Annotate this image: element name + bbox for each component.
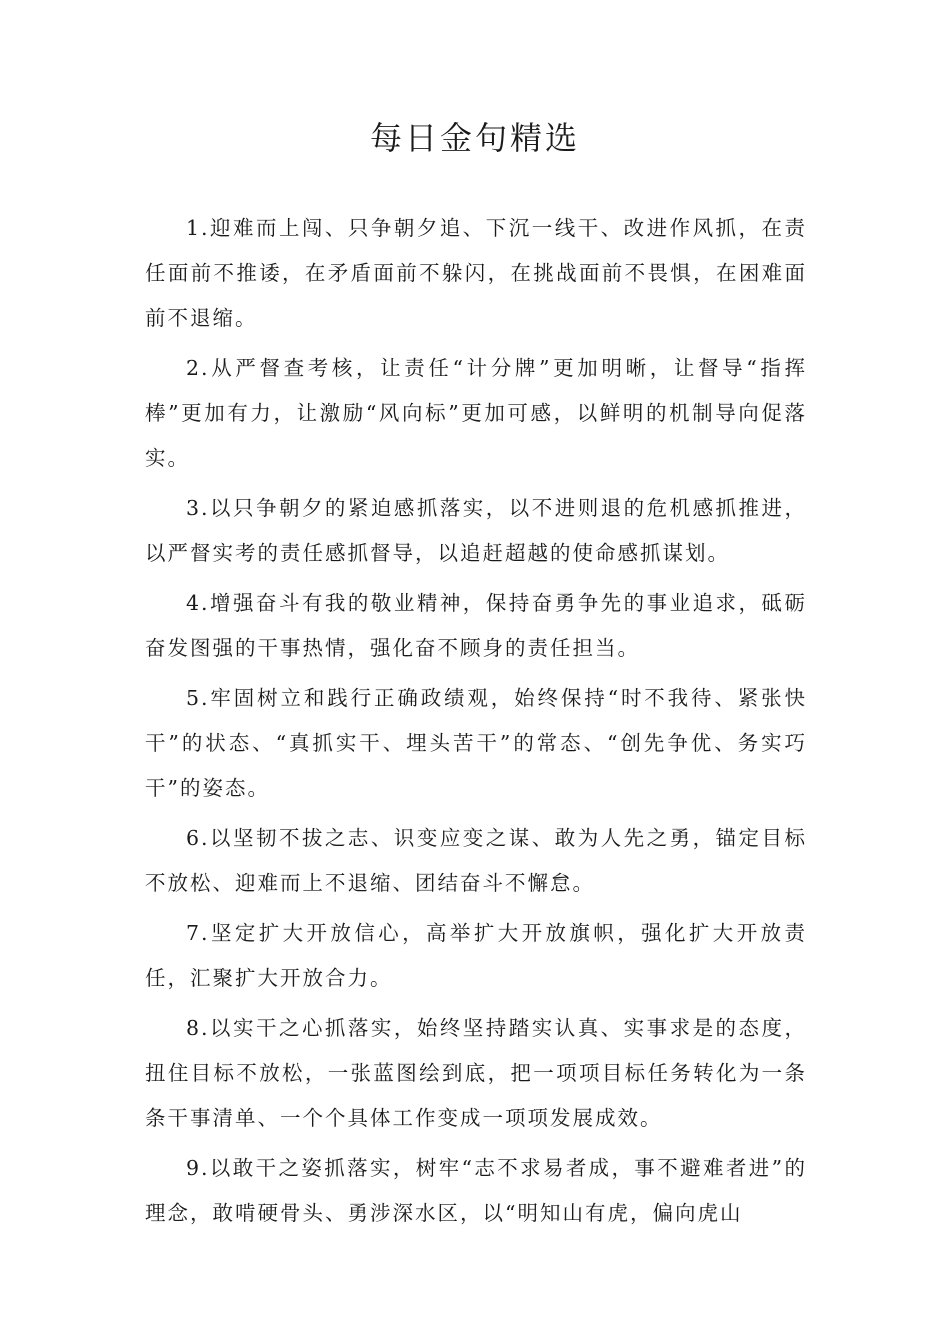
paragraph-7: 7.坚定扩大开放信心，高举扩大开放旗帜，强化扩大开放责任，汇聚扩大开放合力。 xyxy=(145,921,807,990)
paragraph-3: 3.以只争朝夕的紧迫感抓落实，以不进则退的危机感抓推进，以严督实考的责任感抓督导，以追赶超越的使命感抓谋划。 xyxy=(145,496,807,565)
paragraph-8: 8.以实干之心抓落实，始终坚持踏实认真、实事求是的态度，扭住目标不放松，一张蓝图绘到底，把一项项目标任务转化为一条条干事清单、一个个具体工作变成一项项发展成效。 xyxy=(145,1016,807,1130)
paragraph-1: 1.迎难而上闯、只争朝夕追、下沉一线干、改进作风抓，在责任面前不推诿，在矛盾面前不躲闪，在挑战面前不畏惧，在困难面前不退缩。 xyxy=(145,216,807,330)
document-title: 每日金句精选 xyxy=(369,119,580,157)
paragraph-2: 2.从严督查考核，让责任“计分牌”更加明晰，让督导“指挥棒”更加有力，让激励“风向标”更加可感，以鲜明的机制导向促落实。 xyxy=(145,356,807,470)
paragraph-6: 6.以坚韧不拔之志、识变应变之谋、敢为人先之勇，锚定目标不放松、迎难而上不退缩、团结奋斗不懈怠。 xyxy=(145,826,807,895)
paragraph-9: 9.以敢干之姿抓落实，树牢“志不求易者成，事不避难者进”的理念，敢啃硬骨头、勇涉深水区，以“明知山有虎，偏向虎山 xyxy=(145,1156,807,1225)
paragraph-5: 5.牢固树立和践行正确政绩观，始终保持“时不我待、紧张快干”的状态、“真抓实干、埋头苦干”的常态、“创先争优、务实巧干”的姿态。 xyxy=(145,686,807,800)
paragraph-4: 4.增强奋斗有我的敬业精神，保持奋勇争先的事业追求，砥砺奋发图强的干事热情，强化奋不顾身的责任担当。 xyxy=(145,591,807,660)
document-body xyxy=(145,206,807,1241)
